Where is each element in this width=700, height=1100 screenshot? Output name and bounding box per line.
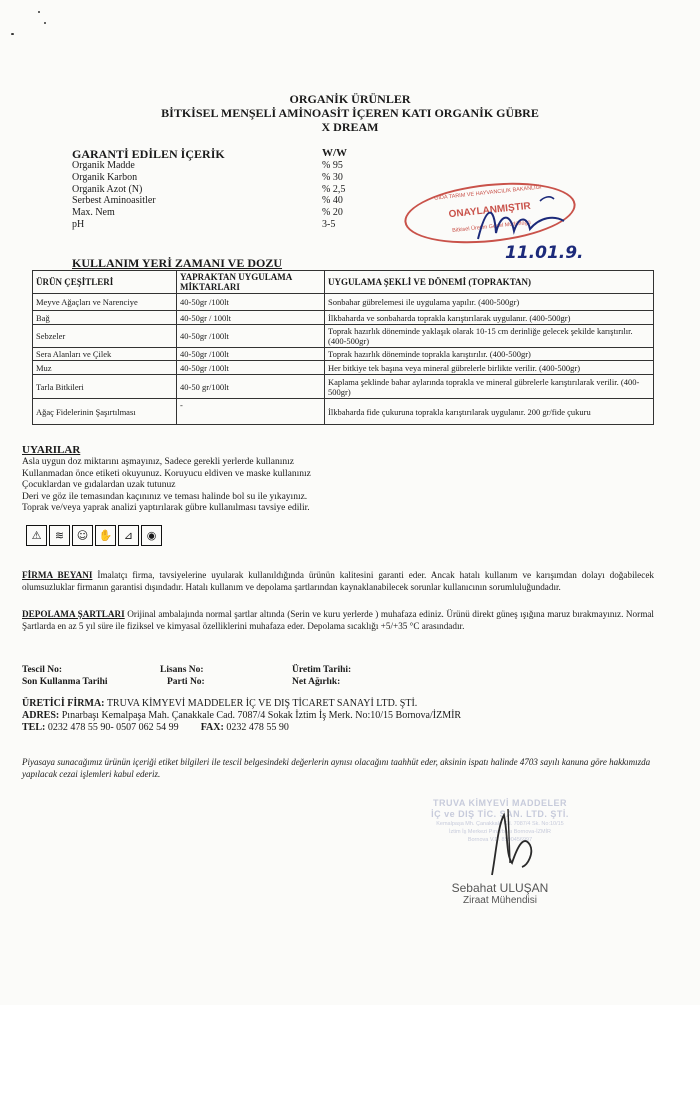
warning-line: Deri ve göz ile temasından kaçınınız ve teması halinde bol su ile yıkayınız. <box>22 491 308 502</box>
net-weight-label: Net Ağırlık: <box>292 677 341 687</box>
method-cell: İlkbaharda ve sonbaharda toprakla karıştırılarak uygulanır. (400-500gr) <box>325 311 654 325</box>
crop-cell: Meyve Ağaçları ve Narenciye <box>33 294 177 311</box>
approval-stamp-top: GIDA TARIM VE HAYVANCILIK BAKANLIĞI <box>433 184 542 202</box>
engineer-signature <box>478 805 558 880</box>
method-cell: İlkbaharda fide çukuruna toprakla karıştırılarak uygulanır. 200 gr/fide çukuru <box>325 399 654 425</box>
warning-line: Toprak ve/veya yaprak analizi yaptırılarak gübre kullanılması tavsiye edilir. <box>22 503 310 514</box>
engineer-name: Sebahat ULUŞAN <box>451 881 549 895</box>
registration-left <box>22 664 108 688</box>
guarantee-item-name: Serbest Aminoasitler <box>72 195 156 207</box>
guarantee-item-value: 3-5 <box>322 218 336 230</box>
method-cell: Kaplama şeklinde bahar aylarında toprakla ve mineral gübrelerle karıştırılarak verilir. (400-500gr) <box>325 375 654 399</box>
scan-speck <box>38 11 40 13</box>
firm-statement-label: FİRMA BEYANI <box>22 570 93 580</box>
guarantee-item-value: % 40 <box>322 195 343 207</box>
warnings-list <box>22 457 311 515</box>
dose-cell: 40-50gr / 100lt <box>177 311 325 325</box>
storage-label: DEPOLAMA ŞARTLARI <box>22 609 125 619</box>
crop-cell: Muz <box>33 361 177 375</box>
storage-conditions <box>22 609 654 632</box>
table-row <box>33 325 654 348</box>
producer-name: TRUVA KİMYEVİ MADDELER İÇ VE DIŞ TİCARET SANAYİ LTD. ŞTİ. <box>104 698 418 709</box>
expiry-date-label: Son Kullanma Tarihi <box>22 677 108 687</box>
guarantee-item-name: Organik Karbon <box>72 171 138 183</box>
crop-cell: Sebzeler <box>33 325 177 348</box>
company-stamp-line: İÇ ve DIŞ TİC. SAN. LTD. ŞTİ. <box>431 809 569 819</box>
registration-right <box>292 664 351 688</box>
guarantee-item-names <box>72 160 156 231</box>
registration-middle <box>160 664 205 688</box>
scan-speck <box>44 22 46 24</box>
dose-cell: - <box>177 399 325 425</box>
table-row <box>33 311 654 325</box>
guarantee-item-value: % 20 <box>322 207 343 219</box>
fax-value: 0232 478 55 90 <box>223 722 289 733</box>
guarantee-unit-heading: W/W <box>322 147 348 159</box>
approval-stamp-main: ONAYLANMIŞTIR <box>448 200 532 221</box>
method-cell: Toprak hazırlık döneminde toprakla karıştırılır. (400-500gr) <box>325 348 654 361</box>
company-stamp-line: Bornova V.D. 8590456997 <box>467 837 533 843</box>
address-text: Pınarbaşı Kemalpaşa Mah. Çanakkale Cad. 7087/4 Sokak İztim İş Merk. No:10/15 Bornova/İZMİR <box>59 710 462 721</box>
table-row <box>33 399 654 425</box>
declaration-note: Piyasaya sunacağımız ürünün içeriği etiket bilgileri ile tescil belgesindeki değerlerin aynısı olacağını taahhüt eder, aksinin ispatı halinde 4703 sayılı kanuna göre hakkımızda yapılacak cezai işlemleri kabul ederiz. <box>22 757 651 779</box>
production-date-label: Üretim Tarihi: <box>292 665 352 675</box>
crop-cell: Sera Alanları ve Çilek <box>33 348 177 361</box>
warnings-heading: UYARILAR <box>22 444 81 456</box>
warning-line: Çocuklardan ve gıdalardan uzak tutunuz <box>22 480 176 491</box>
guarantee-item-value: % 2,5 <box>322 183 346 195</box>
firm-statement <box>22 570 654 593</box>
column-header-soil-method: UYGULAMA ŞEKLİ VE DÖNEMİ (TOPRAKTAN) <box>325 271 654 294</box>
firm-statement-text: İmalatçı firma, tavsiyelerine uyularak kullanıldığında ürünün kalitesini garanti eder. Ancak hatalı kullanım ve karışımdan dolayı doğabilecek olumsuzluklar firmanın garantisi dışındadır. Hatalı kullanım ve depolama şartlarından kaynaklanabilecek sorunlar kullanıcının sorumluluğundadır. <box>22 570 655 592</box>
guarantee-heading: GARANTİ EDİLEN İÇERİK <box>72 147 225 161</box>
engineer-block <box>400 881 600 906</box>
address-label: ADRES: <box>22 710 60 721</box>
usage-heading: KULLANIM YERİ ZAMANI VE DOZU <box>72 256 283 270</box>
column-header-foliar-dose: YAPRAKTAN UYGULAMA MİKTARLARI <box>177 271 325 294</box>
warning-line: Kullanmadan önce etiketi okuyunuz. Koruyucu eldiven ve maske kullanınız <box>22 468 311 479</box>
guarantee-item-value: % 95 <box>322 160 343 171</box>
guarantee-item-name: Organik Madde <box>72 160 135 171</box>
table-row <box>33 375 654 399</box>
contact-line <box>22 722 461 734</box>
title-line-1: ORGANİK ÜRÜNLER <box>289 92 411 106</box>
crop-cell: Bağ <box>33 311 177 325</box>
usage-table-header-row <box>33 271 654 294</box>
batch-number-label: Parti No: <box>167 677 205 687</box>
table-row <box>33 348 654 361</box>
guarantee-item-name: Organik Azot (N) <box>72 183 143 195</box>
scan-speck <box>11 33 14 35</box>
table-row <box>33 361 654 375</box>
dose-cell: 40-50gr /100lt <box>177 294 325 311</box>
wash-hands-icon: ≋ <box>49 525 70 546</box>
registration-number-label: Tescil No: <box>22 665 63 675</box>
method-cell: Her bitkiye tek başına veya mineral gübrelerle birlikte verilir. (400-500gr) <box>325 361 654 375</box>
engineer-title: Ziraat Mühendisi <box>463 895 537 906</box>
usage-table <box>32 270 654 425</box>
gloves-icon: ✋ <box>95 525 116 546</box>
title-line-2: BİTKİSEL MENŞELİ AMİNOASİT İÇEREN KATI ORGANİK GÜBRE <box>161 106 539 120</box>
approval-date: 11.01.9. <box>505 243 584 263</box>
guarantee-item-value: % 30 <box>322 171 343 183</box>
tel-value: 0232 478 55 90- 0507 062 54 99 <box>45 722 179 733</box>
company-stamp-line: İztim İş Merkezi Pınarbaşı Bornova-İZMİR <box>448 829 552 835</box>
address-line <box>22 710 461 722</box>
warning-line: Asla uygun doz miktarını aşmayınız, Sadece gerekli yerlerde kullanınız <box>22 457 294 467</box>
crop-cell: Tarla Bitkileri <box>33 375 177 399</box>
title-line-3: X DREAM <box>321 120 379 134</box>
company-stamp-line: TRUVA KİMYEVİ MADDELER <box>432 798 567 808</box>
dose-cell: 40-50gr /100lt <box>177 361 325 375</box>
company-stamp-line: Kemalpaşa Mh. Çanakkale Cd. 7087/4 Sk. No:10/15 <box>436 821 564 827</box>
producer-block <box>22 698 461 734</box>
producer-label: ÜRETİCİ FİRMA: <box>22 698 105 709</box>
mask-icon: ☺ <box>72 525 93 546</box>
guarantee-item-name: Max. Nem <box>72 207 115 219</box>
hazard-icon: ⚠ <box>26 525 47 546</box>
dose-cell: 40-50 gr/100lt <box>177 375 325 399</box>
crop-cell: Ağaç Fidelerinin Şaşırtılması <box>33 399 177 425</box>
column-header-crop: ÜRÜN ÇEŞİTLERİ <box>33 271 177 294</box>
fax-label: FAX: <box>200 722 224 733</box>
table-row <box>33 294 654 311</box>
dose-cell: 40-50gr /100lt <box>177 348 325 361</box>
tel-label: TEL: <box>22 722 46 733</box>
dose-cell: 40-50gr /100lt <box>177 325 325 348</box>
document-title-block <box>0 92 700 134</box>
boots-icon: ⊿ <box>118 525 139 546</box>
approval-stamp-bottom: Bitkisel Üretim Genel Müdürlüğü <box>451 219 531 235</box>
storage-text: Orijinal ambalajında normal şartlar altında (Serin ve kuru yerlerde ) muhafaza ediniz. Ürünü direkt güneş ışığına maruz bırakmayınız. Normal Şartlarda en az 5 yıl süre ile fiziksel ve kimyasal özelliklerini muhafaza eder. Depolama sıcaklığı +5/+35 °C arasındadır. <box>22 609 654 631</box>
license-number-label: Lisans No: <box>160 665 204 675</box>
guarantee-item-name: pH <box>72 218 85 230</box>
method-cell: Sonbahar gübrelemesi ile uygulama yapılır. (400-500gr) <box>325 294 654 311</box>
method-cell: Toprak hazırlık döneminde yaklaşık olarak 10-15 cm derinliğe gelecek şekilde karıştırılır. (400-500gr) <box>325 325 654 348</box>
guarantee-item-values <box>322 160 345 231</box>
producer-line <box>22 698 461 710</box>
safety-pictograms <box>26 525 162 546</box>
goggles-icon: ◉ <box>141 525 162 546</box>
